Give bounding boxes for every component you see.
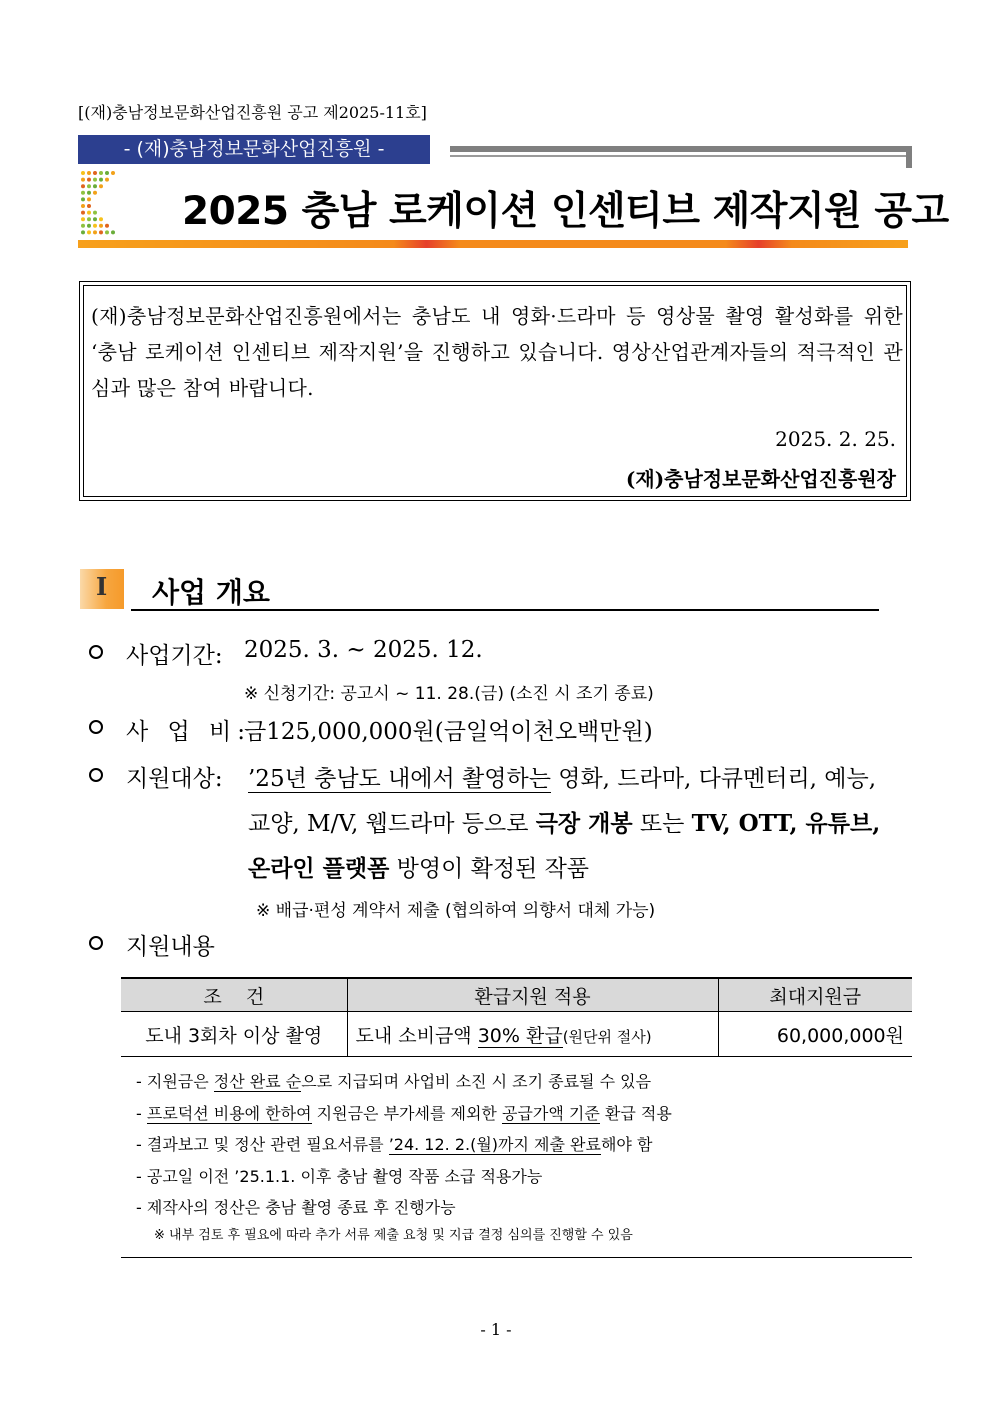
col-header-condition: 조 건 (121, 978, 347, 1012)
target-line-3 (248, 850, 589, 883)
target-line-1 (248, 760, 876, 793)
table-row (121, 1012, 912, 1057)
bullet-circle-icon (89, 720, 103, 734)
section-title: 사업 개요 (152, 576, 270, 609)
note-1-a: - 지원금은 (136, 1072, 214, 1091)
note-item (136, 1066, 672, 1098)
page-title: 2025 충남 로케이션 인센티브 제작지원 공고 (182, 189, 949, 234)
banner-rule-thin (450, 155, 912, 157)
note-3-a: - 결과보고 및 정산 관련 필요서류를 (136, 1135, 389, 1154)
note-2-a: - (136, 1103, 147, 1123)
section-underline (131, 609, 879, 611)
target-broadcast: TV, OTT, 유튜브, (691, 810, 881, 837)
announcement-reference: [(재)충남정보문화산업진흥원 공고 제2025-11호] (78, 103, 427, 122)
target-line-1-rest: 영화, 드라마, 다큐멘터리, 예능, (550, 766, 877, 792)
intro-date: 2025. 2. 25. (775, 427, 896, 451)
target-line-2-a: 교양, M/V, 웹드라마 등으로 (248, 811, 536, 837)
cell-condition: 도내 3회차 이상 촬영 (121, 1012, 347, 1057)
intro-box (79, 281, 911, 501)
org-banner: - (재)충남정보문화산업진흥원 - (78, 135, 430, 164)
bullet-circle-icon (89, 936, 103, 950)
support-table (121, 977, 912, 1057)
cell-apply-refund: 30% 환급 (477, 1024, 563, 1047)
page-number: - 1 - (480, 1320, 512, 1339)
notes-bottom-rule (121, 1257, 912, 1258)
target-line-3-b: 방영이 확정된 작품 (389, 856, 590, 882)
table-header-row (121, 978, 912, 1012)
cell-apply-note: (원단위 절사) (562, 1027, 652, 1046)
col-header-max: 최대지원금 (718, 978, 912, 1012)
target-line-2 (248, 805, 880, 838)
bullet-circle-icon (89, 645, 103, 659)
budget-label: 사 업 비: (126, 719, 252, 745)
period-label: 사업기간: (126, 643, 223, 669)
note-item: - 공고일 이전 ’25.1.1. 이후 충남 촬영 작품 소급 적용가능 (136, 1166, 543, 1186)
contract-note: ※ 배급·편성 계약서 제출 (협의하여 의향서 대체 가능) (256, 901, 656, 921)
note-2-e: 환급 적용 (599, 1103, 672, 1123)
cell-apply-a: 도내 소비금액 (355, 1024, 478, 1047)
bullet-circle-icon (89, 768, 103, 782)
notes-list (136, 1066, 672, 1248)
section-number: Ⅰ (96, 572, 108, 601)
note-2-d: 공급가액 기준 (501, 1103, 600, 1123)
note-3-c: 해야 함 (600, 1135, 653, 1154)
note-1-c: 으로 지급되며 사업비 소진 시 조기 종료될 수 있음 (301, 1072, 652, 1091)
target-underlined: ’25년 충남도 내에서 촬영하는 (248, 766, 551, 792)
col-header-apply: 환급지원 적용 (347, 978, 718, 1012)
target-online-platform: 온라인 플랫폼 (248, 855, 390, 882)
cell-max: 60,000,000원 (718, 1012, 912, 1057)
dot-logo-icon (80, 170, 150, 240)
note-item: - 제작사의 정산은 충남 촬영 종료 후 진행가능 (136, 1198, 456, 1217)
apply-period-note: ※ 신청기간: 공고시 ~ 11. 28.(금) (소진 시 조기 종료) (244, 684, 654, 704)
target-label: 지원대상: (126, 766, 223, 792)
note-2-b: 프로덕션 비용에 한하여 (146, 1103, 312, 1123)
intro-signature: (재)충남정보문화산업진흥원장 (625, 467, 896, 491)
note-item (136, 1129, 672, 1161)
note-item (136, 1098, 672, 1130)
content-label: 지원내용 (126, 934, 215, 960)
note-2-c: 지원금은 부가세를 제외한 (311, 1103, 502, 1123)
intro-box-inner (83, 285, 907, 497)
note-1-b: 정산 완료 순 (213, 1072, 302, 1091)
cell-apply (347, 1012, 718, 1057)
budget-value: 금125,000,000원(금일억이천오백만원) (244, 719, 653, 745)
note-item-small: ※ 내부 검토 후 필요에 따라 추가 서류 제출 요청 및 지급 결정 심의를 진행할 수 있음 (154, 1227, 633, 1243)
title-accent-bar (78, 240, 908, 248)
period-value: 2025. 3. ~ 2025. 12. (244, 637, 483, 663)
note-3-b: ’24. 12. 2.(월)까지 제출 완료 (388, 1135, 601, 1154)
banner-rule (450, 146, 912, 152)
target-theater-release: 극장 개봉 (535, 810, 633, 837)
banner-rule-end (906, 146, 912, 168)
target-line-2-c: 또는 (632, 811, 692, 837)
intro-text: (재)충남정보문화산업진흥원에서는 충남도 내 영화·드라마 등 영상물 촬영 활성화를 위한 ‘충남 로케이션 인센티브 제작지원’을 진행하고 있습니다. 영상산업관계자들의 적극적인 관심과 많은 참여 바랍니다. (91, 304, 903, 400)
